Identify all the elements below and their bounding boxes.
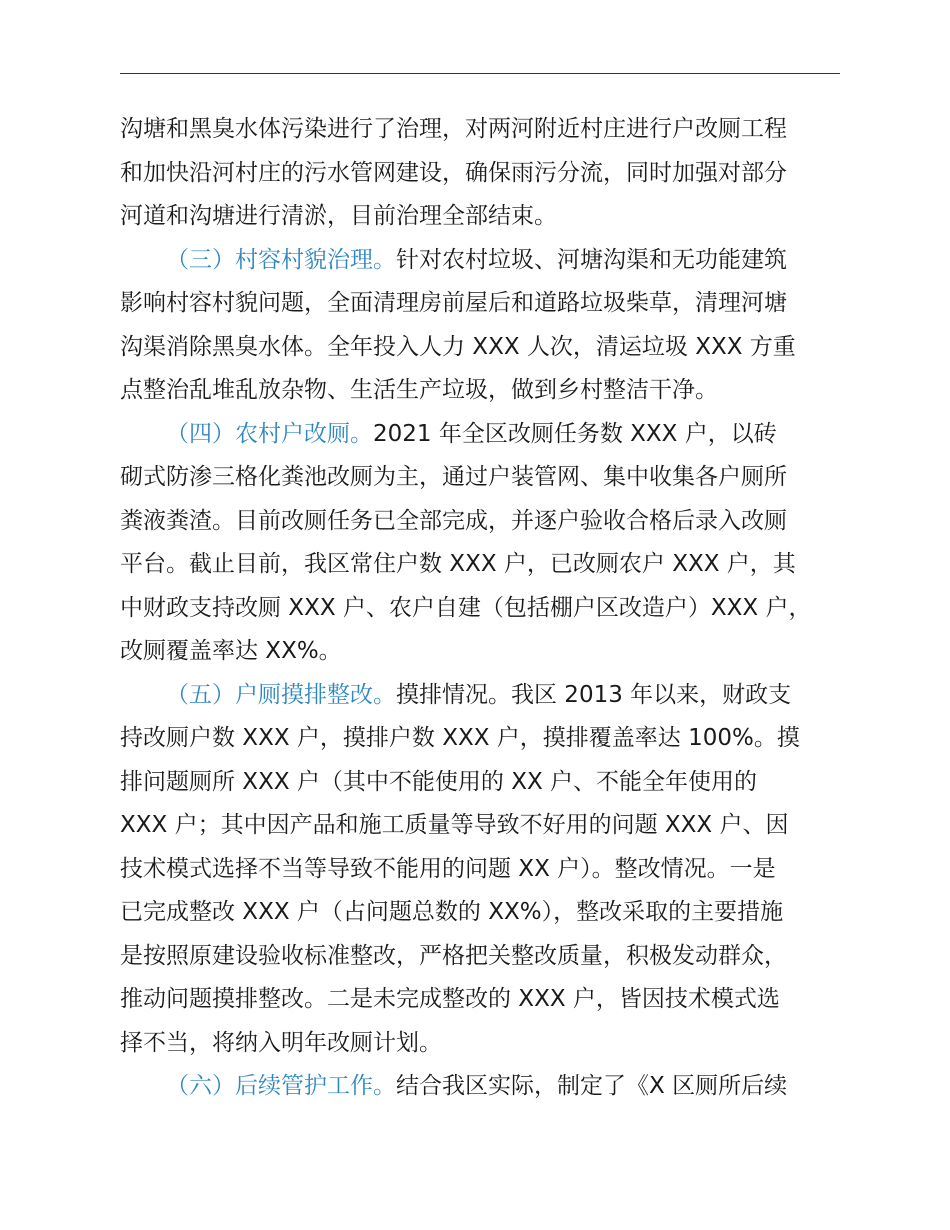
section-5-heading: （五）户厕摸排整改。: [166, 681, 396, 708]
body-line: 推动问题摸排整改。二是未完成整改的 XXX 户，皆因技术模式选: [120, 986, 780, 1012]
body-line: 排问题厕所 XXX 户（其中不能使用的 XX 户、不能全年使用的: [120, 768, 758, 795]
body-line: 择不当，将纳入明年改厕计划。: [120, 1029, 442, 1056]
body-line: XXX 户；其中因产品和施工质量等导致不好用的问题 XXX 户、因: [120, 812, 789, 838]
body-line: 沟渠消除黑臭水体。全年投入人力 XXX 人次，清运垃圾 XXX 方重: [120, 333, 796, 360]
section-4-text: 2021 年全区改厕任务数 XXX 户，以砖: [373, 420, 777, 447]
section-5-first-line: [120, 674, 840, 718]
body-line: 点整治乱堆乱放杂物、生活生产垃圾，做到乡村整洁干净。: [120, 377, 718, 403]
body-line: 中财政支持改厕 XXX 户、农户自建（包括棚户区改造户）XXX 户，: [120, 594, 812, 621]
header-rule: [120, 73, 840, 74]
body-line: 河道和沟塘进行清淤，目前治理全部结束。: [120, 203, 557, 229]
section-4-heading: （四）农村户改厕。: [166, 420, 373, 447]
body-line: 平台。截止目前，我区常住户数 XXX 户，已改厕农户 XXX 户，其: [120, 551, 796, 577]
section-6-text: 结合我区实际，制定了《X 区厕所后续: [396, 1073, 788, 1099]
body-line: 砌式防渗三格化粪池改厕为主，通过户装管网、集中收集各户厕所: [120, 464, 787, 490]
section-4-first-line: [120, 413, 840, 457]
section-3-first-line: [120, 239, 840, 283]
body-line: 持改厕户数 XXX 户，摸排户数 XXX 户，摸排覆盖率达 100%。摸: [120, 725, 800, 751]
section-5-text: 摸排情况。我区 2013 年以来，财政支: [396, 681, 792, 708]
document-body: [120, 108, 840, 1109]
body-line: 技术模式选择不当等导致不能用的问题 XX 户）。整改情况。一是: [120, 855, 776, 882]
section-6-first-line: [120, 1065, 840, 1109]
body-line: 和加快沿河村庄的污水管网建设，确保雨污分流，同时加强对部分: [120, 159, 787, 186]
body-line: 是按照原建设验收标准整改，严格把关整改质量，积极发动群众，: [120, 942, 787, 969]
body-line: 沟塘和黑臭水体污染进行了治理，对两河附近村庄进行户改厕工程: [120, 116, 787, 142]
body-line: 改厕覆盖率达 XX%。: [120, 638, 342, 664]
section-6-heading: （六）后续管护工作。: [166, 1073, 396, 1099]
body-line: 影响村容村貌问题，全面清理房前屋后和道路垃圾柴草，清理河塘: [120, 290, 787, 316]
body-line: 已完成整改 XXX 户（占问题总数的 XX%），整改采取的主要措施: [120, 899, 784, 925]
section-3-heading: （三）村容村貌治理。: [166, 246, 396, 273]
section-3-text: 针对农村垃圾、河塘沟渠和无功能建筑: [396, 246, 787, 273]
body-line: 粪液粪渣。目前改厕任务已全部完成，并逐户验收合格后录入改厕: [120, 507, 787, 534]
